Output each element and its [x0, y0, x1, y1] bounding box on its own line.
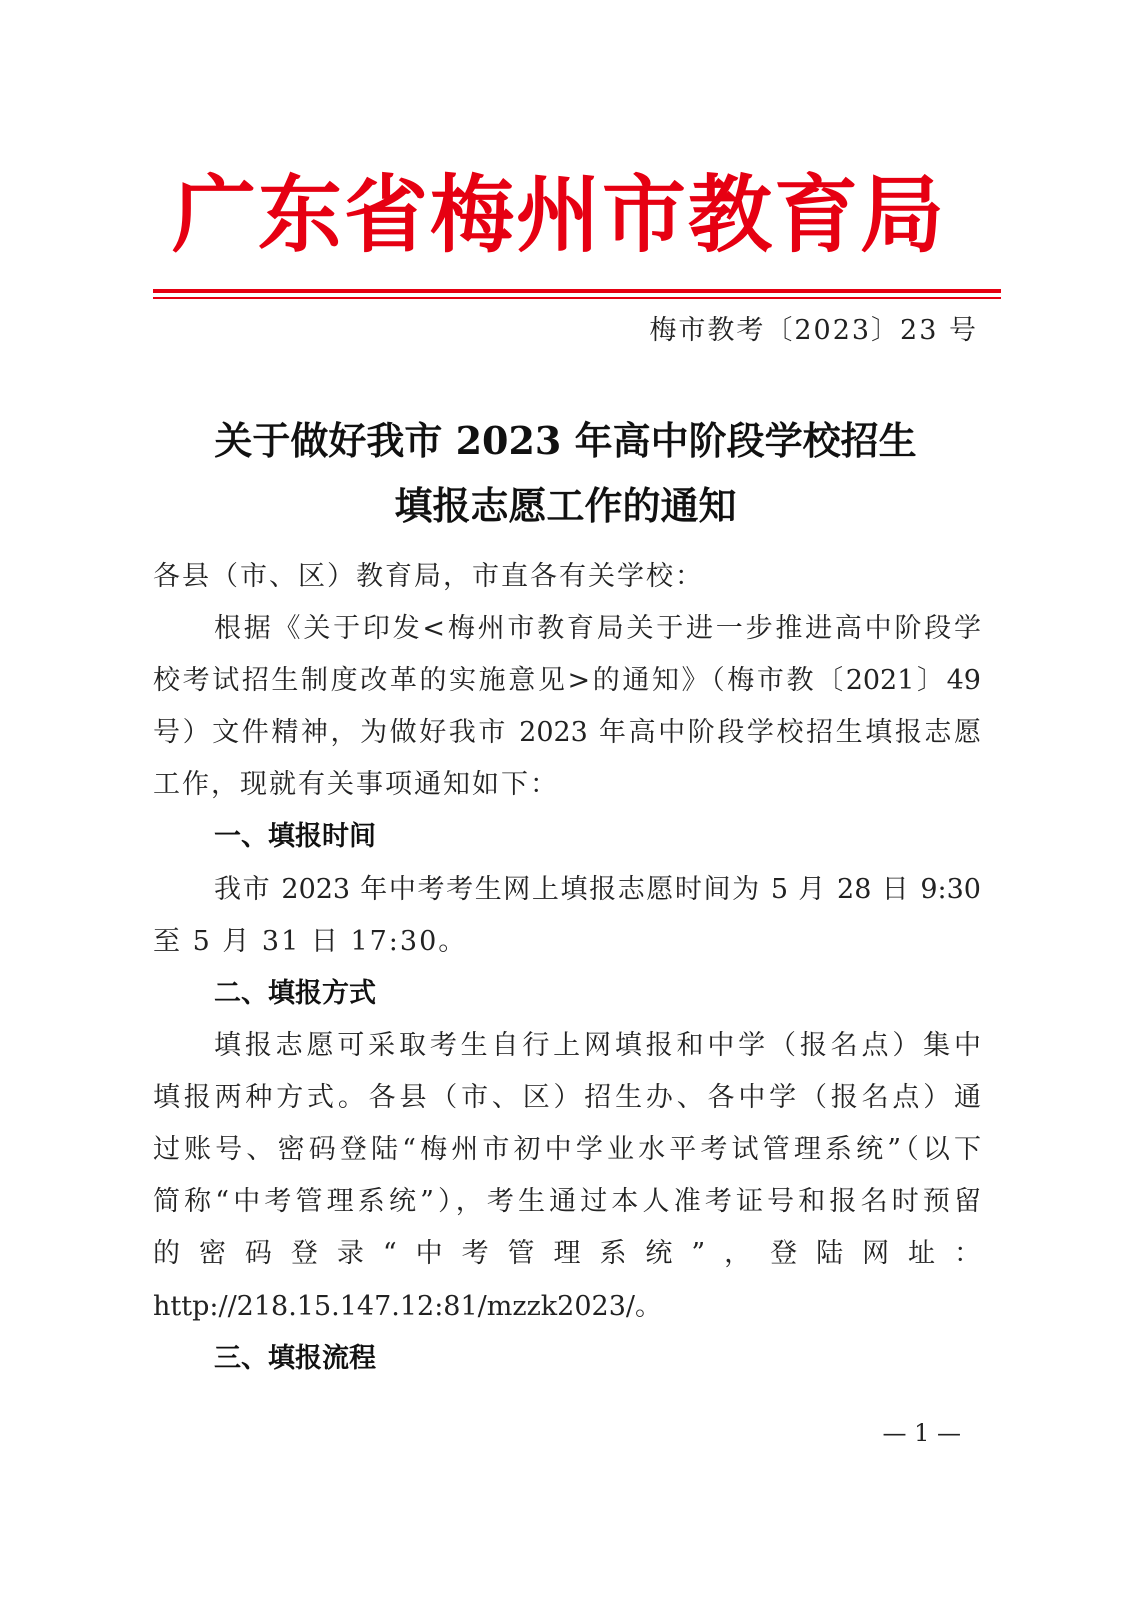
- notice-title-line-1: 关于做好我市 2023 年高中阶段学校招生: [214, 418, 917, 463]
- intro-line-2: 校考试招生制度改革的实施意见>的通知》（梅市教〔2021〕49: [153, 665, 981, 696]
- section-2-line-3: 过账号、密码登陆“梅州市初中学业水平考试管理系统”（以下: [153, 1134, 981, 1165]
- salutation: 各县（市、区）教育局，市直各有关学校：: [153, 561, 704, 592]
- section-2-line-5: 的密码登录“中考管理系统”，登陆网址：: [153, 1238, 981, 1269]
- section-heading-1: 一、填报时间: [214, 821, 376, 852]
- intro-line-3: 号）文件精神，为做好我市 2023 年高中阶段学校招生填报志愿: [153, 717, 981, 748]
- section-heading-2: 二、填报方式: [214, 978, 376, 1009]
- intro-line-1: 根据《关于印发<梅州市教育局关于进一步推进高中阶段学: [214, 613, 981, 644]
- document-number: 梅市教考〔2023〕23 号: [649, 315, 978, 346]
- letterhead-rule-thin: [153, 297, 1001, 299]
- issuer-letterhead: 广东省梅州市教育局: [172, 166, 947, 264]
- page-number: — 1 —: [882, 1419, 961, 1447]
- section-2-line-4: 简称“中考管理系统”），考生通过本人准考证号和报名时预留: [153, 1186, 981, 1217]
- section-1-line-1: 我市 2023 年中考考生网上填报志愿时间为 5 月 28 日 9:30: [214, 874, 981, 905]
- letterhead-rule-thick: [153, 289, 1001, 293]
- section-1-line-2: 至 5 月 31 日 17:30。: [153, 926, 468, 957]
- notice-title-line-2: 填报志愿工作的通知: [394, 483, 737, 528]
- section-2-line-1: 填报志愿可采取考生自行上网填报和中学（报名点）集中: [214, 1030, 981, 1061]
- section-heading-3: 三、填报流程: [214, 1343, 376, 1374]
- intro-line-4: 工作，现就有关事项通知如下：: [153, 769, 559, 800]
- section-2-url: http://218.15.147.12:81/mzzk2023/。: [153, 1291, 662, 1322]
- section-2-line-2: 填报两种方式。各县（市、区）招生办、各中学（报名点）通: [153, 1082, 981, 1113]
